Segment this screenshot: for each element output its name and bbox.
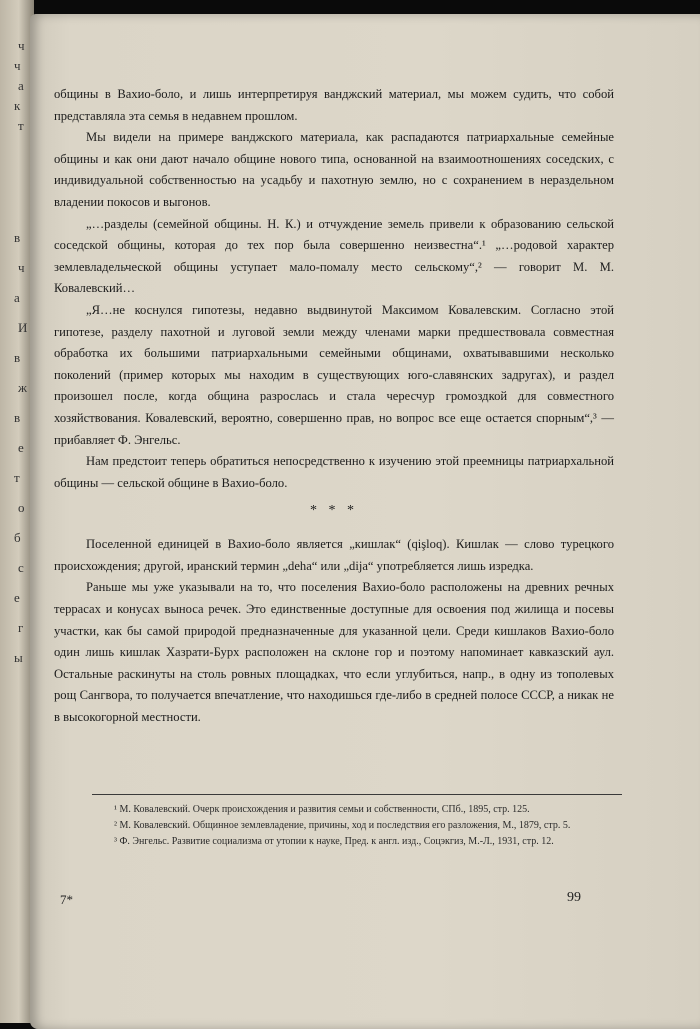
footnote: ¹ М. Ковалевский. Очерк происхождения и развития семьи и собственности, СПб., 1895, стр. 125.	[114, 804, 530, 815]
footnote: ³ Ф. Энгельс. Развитие социализма от утопии к науке, Пред. к англ. изд., Соцэкгиз, М.-Л., 1931, стр. 12.	[114, 836, 554, 847]
footnotes	[88, 802, 622, 850]
previous-page-fragment: г	[18, 620, 24, 635]
previous-page-fragment: а	[18, 78, 24, 93]
previous-page-fragment: в	[14, 410, 21, 425]
previous-page-fragment: в	[14, 230, 21, 245]
previous-page-fragment: т	[14, 470, 20, 485]
signature-mark: 7*	[60, 892, 73, 907]
previous-page-fragment: т	[18, 118, 24, 133]
footnote: ² М. Ковалевский. Общинное землевладение, причины, ход и последствия его разложения, М., 1879, стр. 5.	[114, 820, 571, 831]
paragraph: „Я…не коснулся гипотезы, недавно выдвинутой Максимом Ковалевским. Согласно этой гипотезе, разделу пахотной и луговой земли между членами марки предшествовала совместная обработка их большими патриархальными семейными общинами, охватывавшими несколько поколений (пример которых мы находим в существующих юго-славянских задругах), и раздел произошел после, когда община разрослась и стала чересчур громоздкой для совместного хозяйствования. Ковалевский, вероятно, совершенно прав, но вопрос все еще остается спорным“,³ — прибавляет Ф. Энгельс.	[54, 302, 614, 447]
paragraph: „…разделы (семейной общины. Н. К.) и отчуждение земель привели к образованию сельской соседской общины, которая до тех пор была совершенно неизвестна“.¹ „…родовой характер землевладельческой общины уступает мало-помалу место сельскому“,² — говорит М. М. Ковалевский…	[54, 216, 614, 296]
previous-page-edge	[0, 0, 34, 1023]
section-separator: * * *	[310, 503, 358, 519]
previous-page-fragment: в	[14, 350, 21, 365]
previous-page-fragment: к	[14, 98, 21, 113]
previous-page-fragment: с	[18, 560, 24, 575]
book-page	[30, 14, 700, 1029]
previous-page-fragment: ы	[14, 650, 23, 665]
previous-page-fragment: о	[18, 500, 25, 515]
paragraph: общины в Вахио-боло, и лишь интерпретируя ванджский материал, мы можем судить, что собой представляла эта семья в недавнем прошлом.	[54, 87, 614, 123]
previous-page-fragment: ч	[18, 260, 25, 275]
paragraph: Раньше мы уже указывали на то, что поселения Вахио-боло расположены на древних речных террасах и конусах выноса речек. Это единственные доступные для освоения под жилища и посевы участки, как бы самой природой предназначенные для указанной цели. Среди кишлаков Вахио-боло один лишь кишлак Хазрати-Бурх расположен на склоне гор и поэтому напоминает кавказский аул. Остальные раскинуты на столь ровных площадках, что если углубиться, напр., в одну из тополевых рощ Сангвора, то получается впечатление, что находишься где-либо в средней полосе СССР, а никак не в высокогорной местности.	[54, 580, 614, 725]
previous-page-fragment: И	[18, 320, 28, 335]
previous-page-fragment: е	[14, 590, 20, 605]
previous-page-fragment: а	[14, 290, 20, 305]
footnote-divider	[92, 794, 622, 795]
previous-page-fragment: ч	[18, 38, 25, 53]
previous-page-fragment: ч	[14, 58, 21, 73]
page-number: 99	[567, 890, 581, 905]
previous-page-fragment: ж	[18, 380, 27, 395]
previous-page-fragment: е	[18, 440, 24, 455]
previous-page-fragment: б	[14, 530, 21, 545]
paragraph: Нам предстоит теперь обратиться непосредственно к изучению этой преемницы патриархальной общины — сельской общине в Вахио-боло.	[54, 454, 614, 490]
main-text	[54, 84, 614, 729]
paragraph: Поселенной единицей в Вахио-боло является „кишлак“ (qişloq). Кишлак — слово турецкого происхождения; другой, иранский термин „deha“ или „dija“ употребляется лишь изредка.	[54, 537, 614, 573]
paragraph: Мы видели на примере ванджского материала, как распадаются патриархальные семейные общины и как они дают начало общине нового типа, основанной на взаимоотношениях соседских, с индивидуальной собственностью на усадьбу и пахотную землю, но с сохранением в нераздельном владении покосов и выгонов.	[54, 130, 614, 209]
